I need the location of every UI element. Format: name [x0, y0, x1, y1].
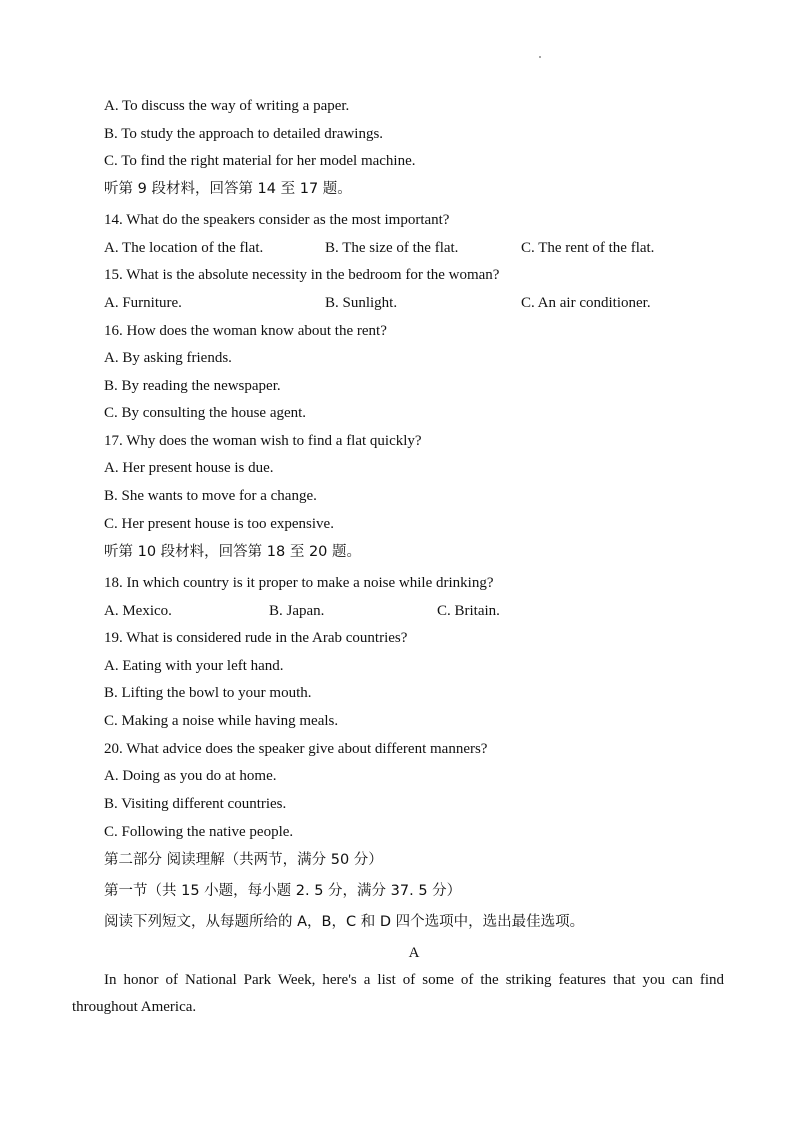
- q17-option-a: A. Her present house is due.: [104, 460, 274, 476]
- section-10-instruction: 听第 10 段材料，回答第 18 至 20 题。: [104, 544, 362, 560]
- q13-option-a: A. To discuss the way of writing a paper.: [104, 98, 350, 114]
- passage-paragraph: In honor of National Park Week, here's a list of some of the striking features that you can find throughout America.: [72, 972, 724, 1015]
- q15-option-b: B. Sunlight.: [325, 295, 398, 311]
- q16-option-a: A. By asking friends.: [104, 350, 232, 366]
- section-9-instruction: 听第 9 段材料，回答第 14 至 17 题。: [104, 181, 352, 197]
- question-19: 19. What is considered rude in the Arab countries?: [104, 630, 408, 646]
- question-15: 15. What is the absolute necessity in the bedroom for the woman?: [104, 267, 500, 283]
- q20-option-a: A. Doing as you do at home.: [104, 768, 277, 784]
- q19-option-a: A. Eating with your left hand.: [104, 658, 284, 674]
- passage-label: A: [408, 945, 420, 961]
- q14-option-c: C. The rent of the flat.: [521, 240, 655, 256]
- reading-instruction: 阅读下列短文，从每题所给的 A，B，C 和 D 四个选项中，选出最佳选项。: [104, 914, 585, 930]
- question-16: 16. How does the woman know about the rent?: [104, 323, 387, 339]
- q17-option-c: C. Her present house is too expensive.: [104, 516, 334, 532]
- q14-option-b: B. The size of the flat.: [325, 240, 459, 256]
- q15-option-c: C. An air conditioner.: [521, 295, 651, 311]
- question-18: 18. In which country is it proper to make a noise while drinking?: [104, 575, 494, 591]
- scan-dot: [539, 56, 541, 58]
- q18-option-b: B. Japan.: [269, 603, 325, 619]
- q18-option-a: A. Mexico.: [104, 603, 172, 619]
- q19-option-c: C. Making a noise while having meals.: [104, 713, 339, 729]
- q13-option-b: B. To study the approach to detailed drawings.: [104, 126, 384, 142]
- question-14: 14. What do the speakers consider as the most important?: [104, 212, 450, 228]
- section-1-heading: 第一节（共 15 小题，每小题 2. 5 分，满分 37. 5 分）: [104, 883, 462, 899]
- question-20: 20. What advice does the speaker give about different manners?: [104, 741, 488, 757]
- q17-option-b: B. She wants to move for a change.: [104, 488, 317, 504]
- part-2-heading: 第二部分 阅读理解（共两节，满分 50 分）: [104, 852, 383, 868]
- q20-option-b: B. Visiting different countries.: [104, 796, 287, 812]
- q14-option-a: A. The location of the flat.: [104, 240, 264, 256]
- q16-option-b: B. By reading the newspaper.: [104, 378, 281, 394]
- q15-option-a: A. Furniture.: [104, 295, 182, 311]
- q18-option-c: C. Britain.: [437, 603, 500, 619]
- q16-option-c: C. By consulting the house agent.: [104, 405, 307, 421]
- q13-option-c: C. To find the right material for her model machine.: [104, 153, 416, 169]
- q20-option-c: C. Following the native people.: [104, 824, 294, 840]
- q19-option-b: B. Lifting the bowl to your mouth.: [104, 685, 312, 701]
- question-17: 17. Why does the woman wish to find a flat quickly?: [104, 433, 422, 449]
